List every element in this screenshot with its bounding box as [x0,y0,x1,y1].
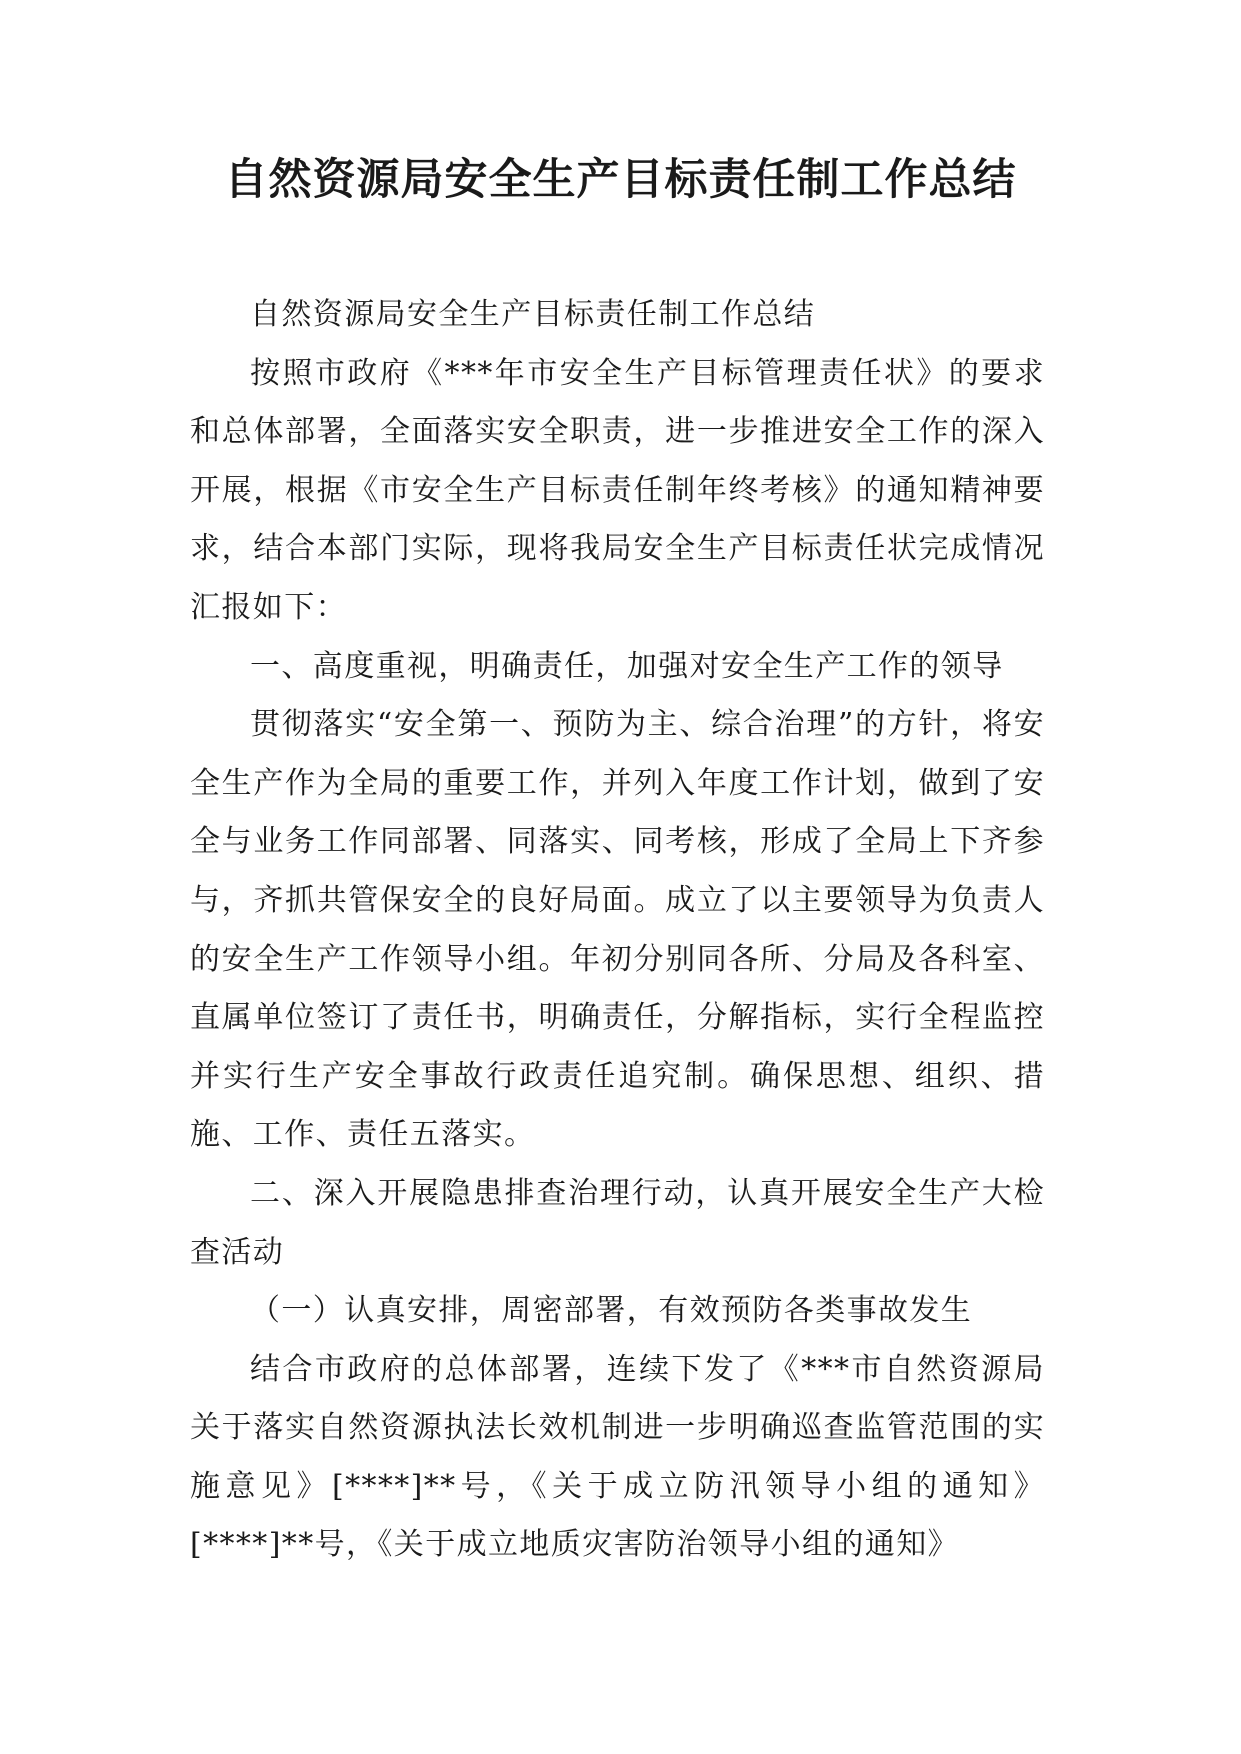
subsection-heading-1: （一）认真安排，周密部署，有效预防各类事故发生 [250,1293,973,1329]
subsection-1-paragraph: 结合市政府的总体部署，连续下发了《***市自然资源局关于落实自然资源执法长效机制进一步明确巡查监管范围的实施意见》[****]**号，《关于成立防汛领导小组的通知》[****]**号，《关于成立地质灾害防治领导小组的通知》 [190,1351,1045,1563]
document-title: 自然资源局安全生产目标责任制工作总结 [224,155,1017,205]
section-heading-1: 一、高度重视，明确责任，加强对安全生产工作的领导 [250,648,1004,684]
intro-paragraph: 按照市政府《***年市安全生产目标管理责任状》的要求和总体部署，全面落实安全职责，进一步推进安全工作的深入开展，根据《市安全生产目标责任制年终考核》的通知精神要求，结合本部门实际，现将我局安全生产目标责任状完成情况汇报如下： [190,355,1045,625]
section-1-paragraph: 贯彻落实“安全第一、预防为主、综合治理”的方针，将安全生产作为全局的重要工作，并列入年度工作计划，做到了安全与业务工作同部署、同落实、同考核，形成了全局上下齐参与，齐抓共管保安全的良好局面。成立了以主要领导为负责人的安全生产工作领导小组。年初分别同各所、分局及各科室、直属单位签订了责任书，明确责任，分解指标，实行全程监控并实行生产安全事故行政责任追究制。确保思想、组织、措施、工作、责任五落实。 [190,707,1045,1153]
section-heading-2: 二、深入开展隐患排查治理行动，认真开展安全生产大检查活动 [190,1175,1045,1270]
document-body [190,286,1045,1575]
body-heading-line: 自然资源局安全生产目标责任制工作总结 [250,297,816,332]
